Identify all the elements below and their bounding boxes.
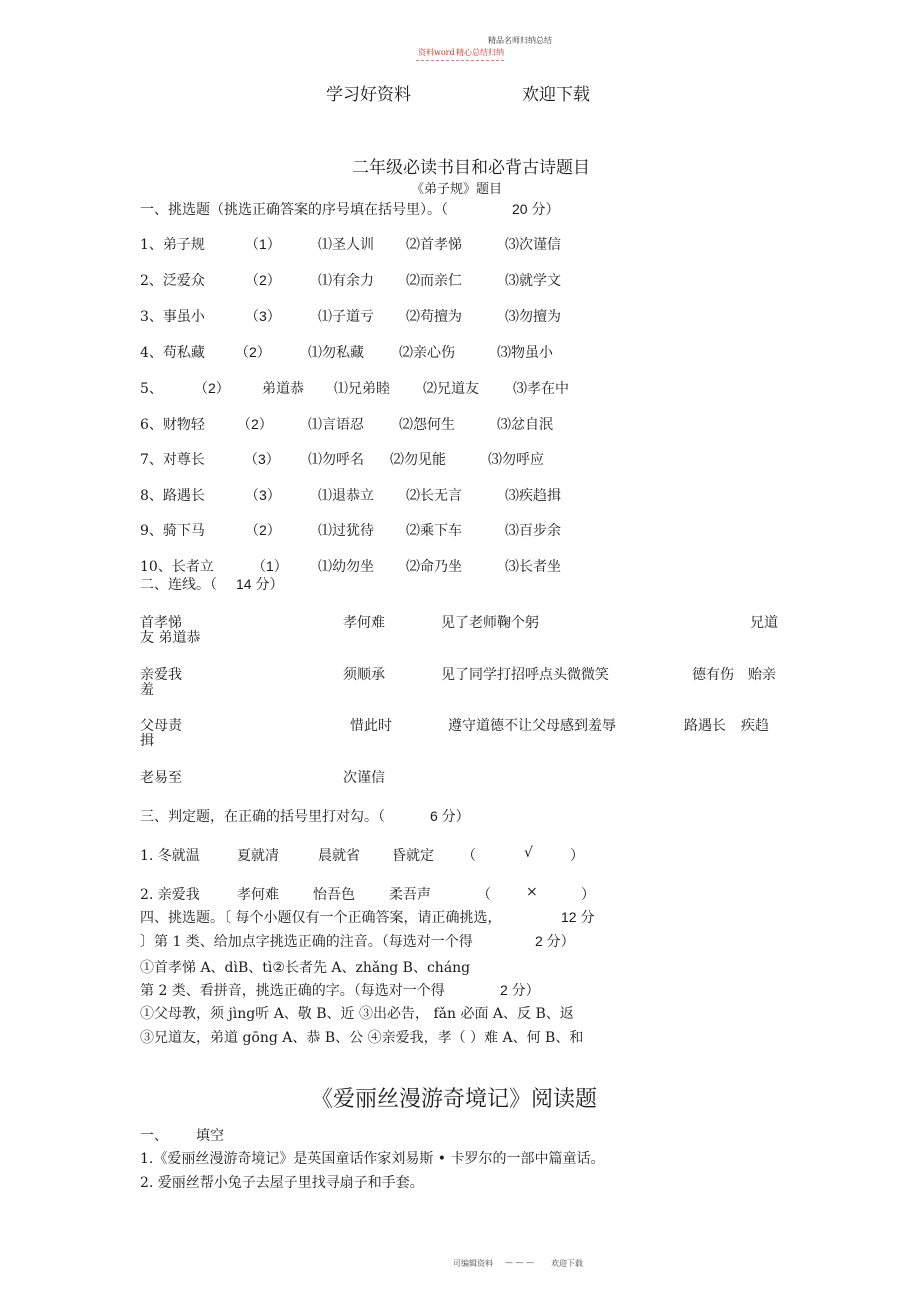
section2-heading: 二、连线。（ [140, 577, 217, 593]
q7-answer: （3） [244, 451, 280, 467]
match-row1-wrap: 友 弟道恭 [140, 630, 201, 646]
section3-score: 6 分） [430, 808, 470, 824]
section1-heading: 一、挑选题（挑选正确答案的序号填在括号里）。（ [140, 202, 448, 218]
q4-stem: 4、苟私藏 [140, 345, 205, 361]
q2-answer: （2） [245, 272, 281, 288]
q2-option-2: ⑵而亲仁 [406, 273, 462, 289]
match-row1-c4b: 兄道 [750, 615, 778, 631]
alice-question-1: 1.《爱丽丝漫游奇境记》是英国童话作家刘易斯 • 卡罗尔的一部中篇童话。 [140, 1151, 605, 1167]
header-dashed-line [416, 60, 504, 61]
judge-line-1-a: 1. 冬就温 [140, 848, 200, 864]
section4-line6: ③兄道友，弟道 gōng A、恭 B、公 ④亲爱我，孝（ ）难 A、何 B、和 [140, 1030, 584, 1046]
q9-option-3: ⑶百步余 [505, 523, 561, 539]
judge-line-1-mark: √ [524, 845, 533, 861]
footer-dashes: — — — [505, 1258, 535, 1267]
q9-answer: （2） [245, 522, 281, 538]
judge-line-2-b: 孝何难 [237, 887, 279, 903]
match-row2-wrap: 羞 [140, 682, 154, 698]
q1-option-1: ⑴圣人训 [318, 237, 374, 253]
footer-right: 欢迎下载 [551, 1259, 583, 1268]
section4-line4: 第 2 类、看拼音，挑选正确的字。（每选对一个得 [140, 983, 445, 999]
q10-option-3: ⑶长者坐 [505, 559, 561, 575]
q8-option-1: ⑴退恭立 [318, 488, 374, 504]
q8-answer: （3） [245, 487, 281, 503]
alice-heading-label: 填空 [196, 1128, 224, 1144]
header-red-note-1: 资料word [418, 48, 455, 57]
q7-option-2: ⑵勿见能 [390, 452, 446, 468]
section1-score: 20 分） [512, 201, 560, 217]
judge-line-2-c: 怡吾色 [313, 887, 355, 903]
q5-option-1: ⑴兄弟睦 [334, 381, 390, 397]
q4-answer: （2） [235, 344, 271, 360]
section4-line3: ①首孝悌 A、dìB、tì②长者先 A、zhǎng B、cháng [140, 960, 471, 976]
judge-line-2-a: 2. 亲爱我 [140, 887, 200, 903]
q8-option-2: ⑵长无言 [406, 488, 462, 504]
q7-option-1: ⑴勿呼名 [308, 452, 364, 468]
q3-option-3: ⑶勿擅为 [505, 309, 561, 325]
judge-line-2-mark: × [526, 884, 538, 900]
match-row3-c1: 父母责 [140, 718, 182, 734]
match-row4-c2: 次谨信 [343, 770, 385, 786]
header-top-note: 精品名师归纳总结 [488, 36, 552, 45]
q6-option-1: ⑴言语忍 [308, 417, 364, 433]
match-row1-c2: 孝何难 [343, 615, 385, 631]
q5-option-3: ⑶孝在中 [513, 381, 569, 397]
q3-option-2: ⑵苟擅为 [406, 309, 462, 325]
match-row2-c4b: 贻亲 [748, 667, 776, 683]
judge-line-1-c: 晨就省 [318, 848, 360, 864]
q9-stem: 9、骑下马 [140, 523, 205, 539]
match-row1-c1: 首孝悌 [140, 615, 182, 631]
q6-answer: （2） [237, 416, 273, 432]
match-row1-c3: 见了老师鞠个躬 [441, 615, 539, 631]
judge-line-1-paren-close: ） [570, 848, 584, 864]
judge-line-2-d: 柔吾声 [389, 887, 431, 903]
match-row2-c3: 见了同学打招呼点头微微笑 [441, 667, 609, 683]
q10-option-1: ⑴幼勿坐 [318, 559, 374, 575]
q5-stem: 5、 [140, 381, 163, 397]
q5-answer: （2） [194, 380, 230, 396]
q2-option-1: ⑴有余力 [318, 273, 374, 289]
section4-line4-score: 2 分） [500, 982, 540, 998]
header-left: 学习好资料 [326, 85, 411, 105]
match-row3-c4a: 路遇长 [684, 718, 726, 734]
q2-option-3: ⑶就学文 [505, 273, 561, 289]
header-red-note-2: 精心总结归纳 [456, 48, 504, 57]
judge-line-1-d: 昏就定 [392, 848, 434, 864]
match-row3-c2: 惜此时 [350, 718, 392, 734]
q3-option-1: ⑴子道亏 [318, 309, 374, 325]
q4-option-1: ⑴勿私藏 [308, 345, 364, 361]
section2-score: 14 分） [236, 576, 284, 592]
match-row2-c4a: 德有伤 [692, 667, 734, 683]
q2-stem: 2、泛爱众 [140, 273, 205, 289]
section3-heading: 三、判定题，在正确的括号里打对勾。（ [140, 809, 385, 825]
q9-option-1: ⑴过犹待 [318, 523, 374, 539]
judge-line-2-paren-close: ） [581, 887, 595, 903]
match-row3-c4b: 疾趋 [741, 718, 769, 734]
q9-option-2: ⑵乘下车 [406, 523, 462, 539]
judge-line-1-b: 夏就凊 [237, 848, 279, 864]
q7-stem: 7、对尊长 [140, 452, 205, 468]
match-row3-c3: 遵守道德不让父母感到羞辱 [448, 718, 616, 734]
q3-stem: 3、事虽小 [140, 309, 205, 325]
alice-heading-number: 一、 [140, 1128, 168, 1144]
match-row3-wrap: 揖 [140, 733, 154, 749]
q10-option-2: ⑵命乃坐 [406, 559, 462, 575]
q5-phrase: 弟道恭 [262, 381, 304, 397]
q7-option-3: ⑶勿呼应 [488, 452, 544, 468]
footer-left: 可编辑资料 [453, 1259, 493, 1268]
q1-answer: （1） [245, 236, 281, 252]
section4-line5: ①父母教，须 jìng听 A、敬 B、近 ③出必告， fǎn 必面 A、反 B、返 [140, 1006, 574, 1022]
match-row4-c1: 老易至 [140, 770, 182, 786]
match-row2-c2: 须顺承 [343, 667, 385, 683]
q1-option-2: ⑵首孝悌 [406, 237, 462, 253]
q8-stem: 8、路遇长 [140, 488, 205, 504]
match-row2-c1: 亲爱我 [140, 667, 182, 683]
judge-line-2-paren-open: （ [477, 887, 491, 903]
page-subtitle: 《弟子规》题目 [411, 182, 503, 197]
q6-option-3: ⑶忿自泯 [497, 417, 553, 433]
q8-option-3: ⑶疾趋揖 [505, 488, 561, 504]
q4-option-3: ⑶物虽小 [497, 345, 553, 361]
section4-line2: 〕第 1 类、给加点字挑选正确的注音。（每选对一个得 [140, 934, 473, 950]
alice-title: 《爱丽丝漫游奇境记》阅读题 [311, 1087, 598, 1112]
page-title: 二年级必读书目和必背古诗题目 [352, 158, 590, 178]
q10-stem: 10、长者立 [140, 559, 214, 575]
q1-stem: 1、弟子规 [140, 237, 205, 253]
alice-question-2: 2. 爱丽丝帮小兔子去屋子里找寻扇子和手套。 [140, 1175, 424, 1191]
q10-answer: （1） [252, 558, 288, 574]
q6-option-2: ⑵怨何生 [399, 417, 455, 433]
section4-line2-score: 2 分） [535, 933, 575, 949]
q1-option-3: ⑶次谨信 [505, 237, 561, 253]
header-right: 欢迎下载 [522, 85, 590, 105]
q3-answer: （3） [245, 308, 281, 324]
q4-option-2: ⑵亲心伤 [399, 345, 455, 361]
q6-stem: 6、财物轻 [140, 417, 205, 433]
q5-option-2: ⑵兄道友 [423, 381, 479, 397]
judge-line-1-paren-open: （ [462, 848, 476, 864]
section4-line1-score: 12 分 [561, 909, 595, 925]
section4-line1: 四、挑选题。〔 每个小题仅有一个正确答案，请正确挑选， [140, 910, 502, 926]
